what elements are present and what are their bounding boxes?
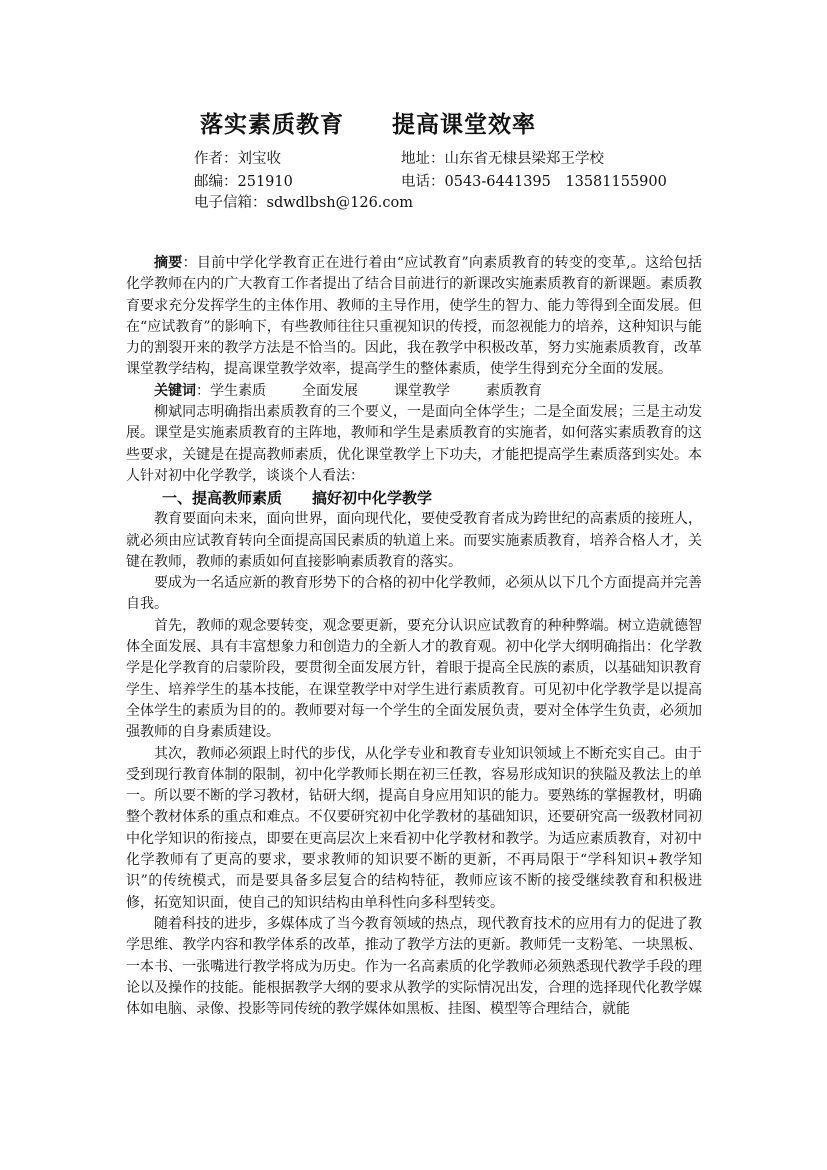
body-paragraph: 要成为一名适应新的教育形势下的合格的初中化学教师，必须从以下几个方面提高并完善自我。 [126, 575, 702, 613]
title-part-1: 落实素质教育 [200, 111, 344, 138]
body-paragraph: 随着科技的进步，多媒体成了当今教育领域的热点，现代教育技术的应用有力的促进了教学思维、教学内容和教学体系的改革，推动了教学方法的更新。教师凭一支粉笔、一块黑板、一本书、一张嘴进行教学将成为历史。作为一名高素质的化学教师必须熟悉现代教学手段的理论以及操作的技能。能根据教学大纲的要求从教学的实际情况出发，合理的选择现代化教学媒体如电脑、录像、投影等同传统的教学媒体如黑板、挂图、模型等合理结合，就能 [126, 915, 702, 1018]
body-paragraph: 首先，教师的观念要转变，观念要更新，要充分认识应试教育的种种弊端。树立造就德智体全面发展、具有丰富想象力和创造力的全新人才的教育观。初中化学大纲明确指出：化学教学是化学教育的启蒙阶段，要贯彻全面发展方针，着眼于提高全民族的素质，以基础知识教育学生、培养学生的基本技能，在课堂教学中对学生进行素质教育。可见初中化学教学是以提高全体学生的素质为目的的。教师要对每一个学生的全面发展负责，要对全体学生负责，必须加强教师的自身素质建设。 [126, 617, 702, 741]
address-line: 地址：山东省无棣县梁郑王学校 [401, 151, 604, 167]
keyword-item: 素质教育 [486, 382, 542, 399]
abstract-label: 摘要 [154, 255, 183, 271]
abstract-text: ：目前中学化学教育正在进行着由“应试教育”向素质教育的转变的变革,。这给包括化学教师在内的广大教育工作者提出了结合目前进行的新课改实施素质教育的新课题。素质教育要求充分发挥学生的主体作用、教师的主导作用，使学生的智力、能力等得到全面发展。但在“应试教育”的影响下，有些教师往往只重视知识的传授，而忽视能力的培养，这种知识与能力的割裂开来的教学方法是不恰当的。因此，我在教学中积极改革，努力实施素质教育，改革课堂教学结构，提高课堂教学效率，提高学生的整体素质，使学生得到充分全面的发展。 [126, 255, 702, 378]
body-paragraph: 教育要面向未来，面向世界，面向现代化，要使受教育者成为跨世纪的高素质的接班人，就必须由应试教育转向全面提高国民素质的轨道上来。而要实施素质教育，培养合格人才，关键在教师，教师的素质如何直接影响素质教育的落实。 [126, 511, 702, 570]
keywords-line [126, 381, 702, 402]
author-line: 作者：刘宝收 [194, 151, 281, 167]
keyword-item: 全面发展 [302, 382, 358, 399]
keywords-label: 关键词 [154, 382, 196, 399]
document-body [126, 253, 702, 1020]
title-part-2: 提高课堂效率 [392, 111, 536, 138]
abstract-paragraph [126, 253, 702, 381]
section-heading-1 [126, 487, 702, 509]
section-heading-part-2: 搞好初中化学教学 [312, 489, 433, 508]
email-line: 电子信箱：sdwdlbsh@126.com [194, 195, 414, 211]
postcode-line: 邮编：251910 [194, 174, 293, 190]
phone-line: 电话：0543-6441395 13581155900 [401, 174, 667, 190]
keyword-item: 学生素质 [210, 382, 266, 399]
body-paragraph: 其次，教师必须跟上时代的步伐，从化学专业和教育专业知识领域上不断充实自己。由于受到现行教育体制的限制，初中化学教师长期在初三任教，容易形成知识的狭隘及教法上的单一。所以要不断的学习教材，钻研大纲，提高自身应用知识的能力。要熟练的掌握教材，明确整个教材体系的重点和难点。不仅要研究初中化学教材的基础知识，还要研究高一级教材同初中化学知识的衔接点，即要在更高层次上来看初中化学教材和教学。为适应素质教育，对初中化学教师有了更高的要求，要求教师的知识要不断的更新，不再局限于“学科知识+教学知识”的传统模式，而是要具备多层复合的结构特征，教师应该不断的接受继续教育和积极进修，拓宽知识面，使自己的知识结构由单科性向多科型转变。 [126, 745, 702, 911]
document-title [200, 106, 536, 139]
section-heading-part-1: 一、提高教师素质 [162, 489, 283, 508]
keyword-item: 课堂教学 [394, 382, 450, 399]
intro-paragraph: 柳斌同志明确指出素质教育的三个要义，一是面向全体学生；二是全面发展；三是主动发展。课堂是实施素质教育的主阵地，教师和学生是素质教育的实施者，如何落实素质教育的这些要求，关键是在提高教师素质，优化课堂教学上下功夫，才能把提高学生素质落到实处。本人针对初中化学教学，谈谈个人看法： [126, 404, 702, 484]
keywords-colon: ： [196, 382, 210, 399]
